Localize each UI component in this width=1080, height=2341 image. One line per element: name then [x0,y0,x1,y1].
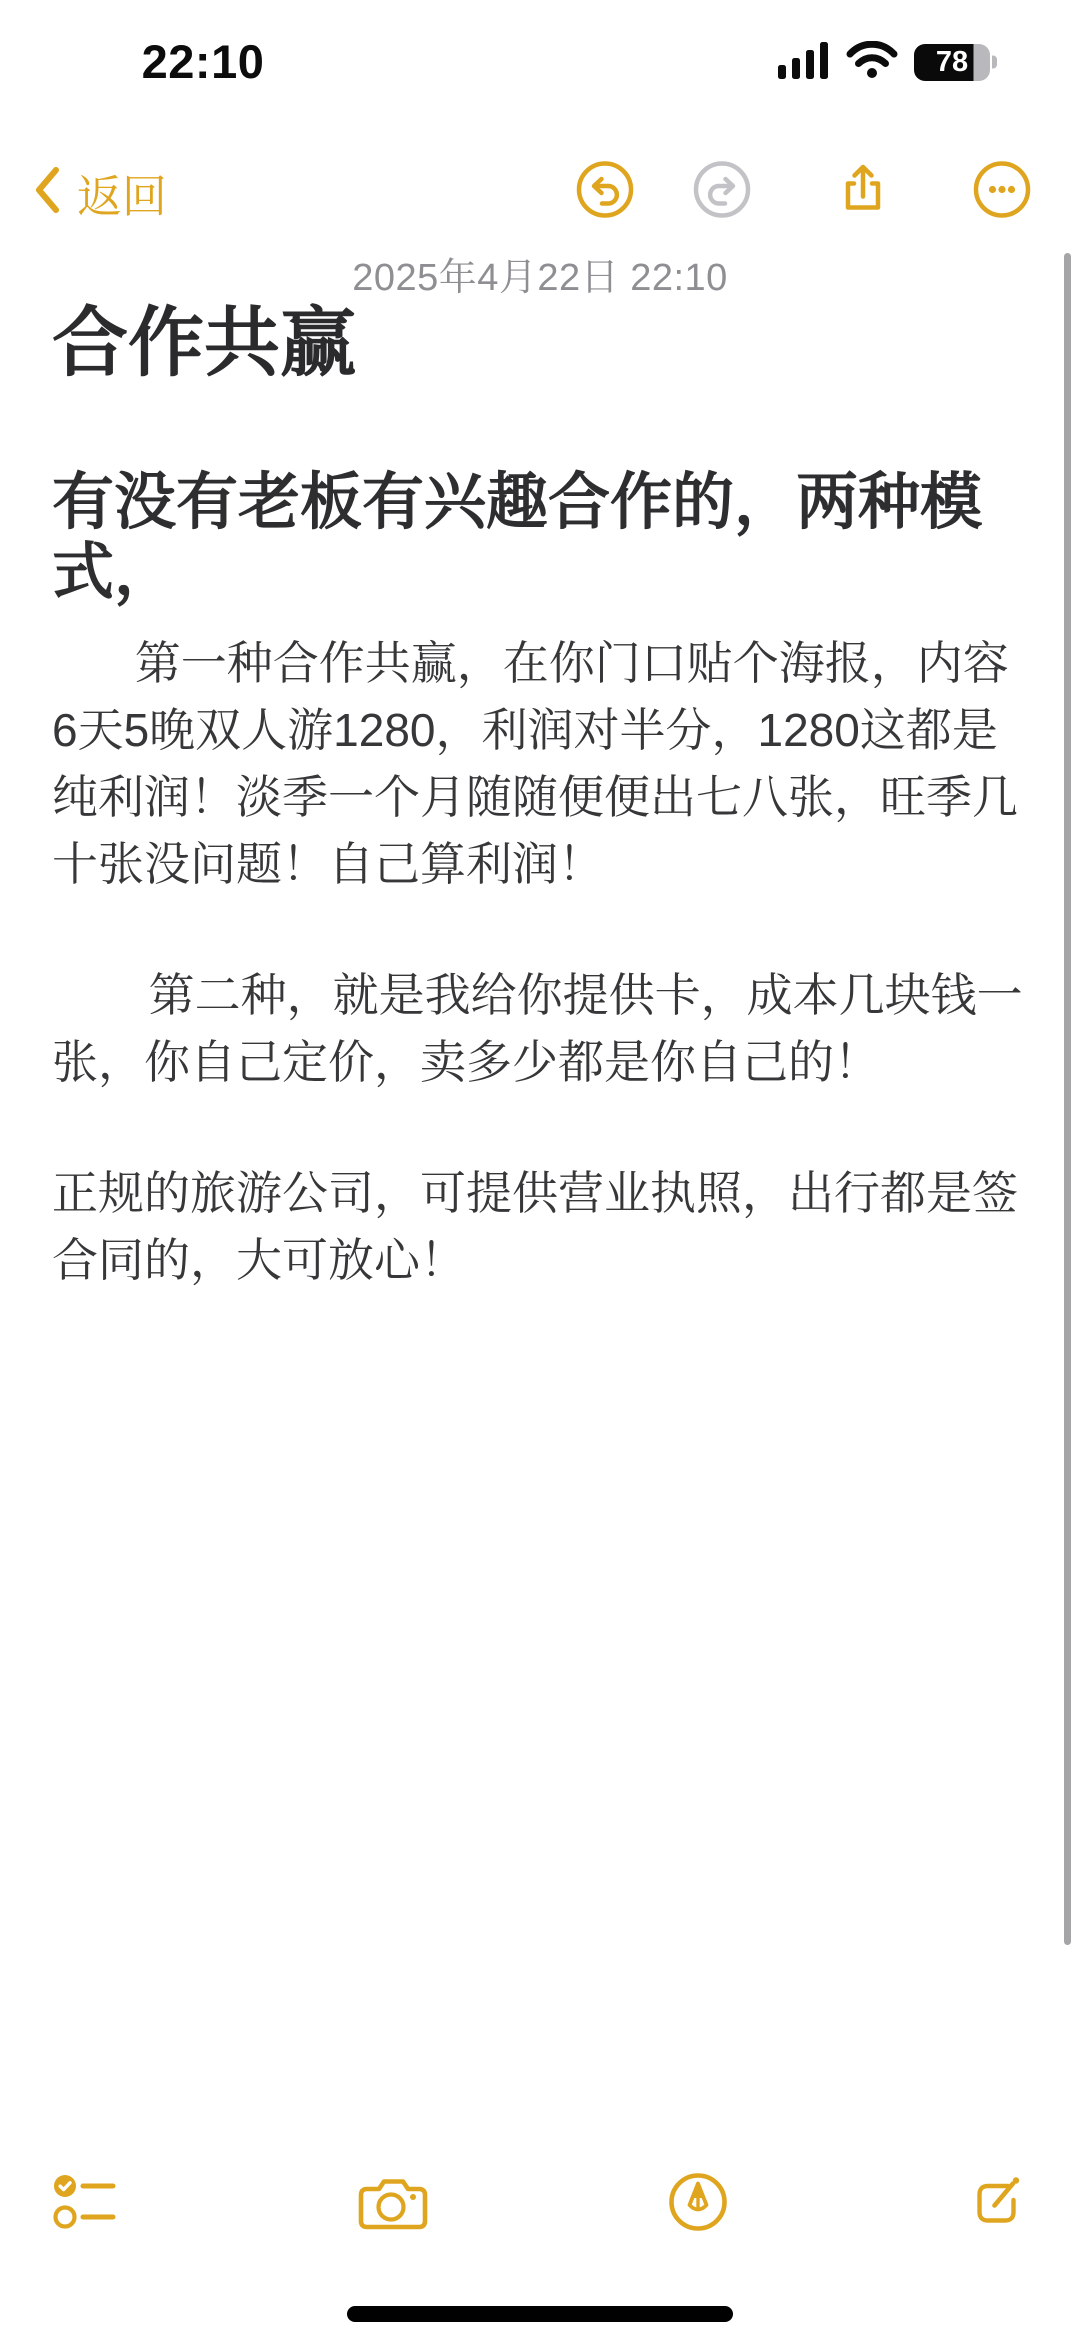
scrollbar-thumb [1064,253,1071,1945]
battery-cap [992,56,997,69]
undo-button[interactable] [575,160,635,225]
note-paragraph: 正规的旅游公司，可提供营业执照，出行都是签合同的，大可放心！ [52,1167,1018,1286]
chevron-left-icon [33,166,61,219]
home-indicator[interactable] [347,2306,733,2322]
note-paragraph: 第一种合作共赢，在你门口贴个海报，内容6天5晚双人游1280，利润对半分，1280这都是纯利润！淡季一个月随随便便出七八张，旺季几十张没问题！自己算利润！ [52,637,1018,890]
battery-icon [914,44,990,81]
wifi-icon [846,41,898,84]
status-time: 22:10 [141,35,265,88]
status-bar [0,30,1080,94]
note-title: 合作共赢 [52,301,356,386]
nav-bar [0,148,1080,236]
back-label: 返回 [77,170,168,222]
markup-pen-button[interactable] [667,2171,729,2233]
more-button[interactable] [972,160,1032,225]
note-paragraph: 第二种，就是我给你提供卡，成本几块钱一张，你自己定价，卖多少都是你自己的！ [52,969,1023,1088]
redo-button [692,160,752,225]
camera-button[interactable] [355,2172,431,2232]
note-date: 2025年4月22日 22:10 [352,257,728,299]
note-heading: 有没有老板有兴趣合作的，两种模式， [52,468,983,607]
battery-percent-label: 78 [935,45,969,78]
checklist-button[interactable] [52,2172,118,2232]
note-paragraphs [52,630,1028,1294]
back-button[interactable] [33,148,167,236]
compose-button[interactable] [966,2171,1028,2233]
share-button[interactable] [832,159,894,226]
status-icons [778,30,990,94]
cellular-signal-icon [778,41,830,84]
note-editor[interactable] [52,296,1028,1294]
bottom-toolbar [52,2160,1028,2244]
